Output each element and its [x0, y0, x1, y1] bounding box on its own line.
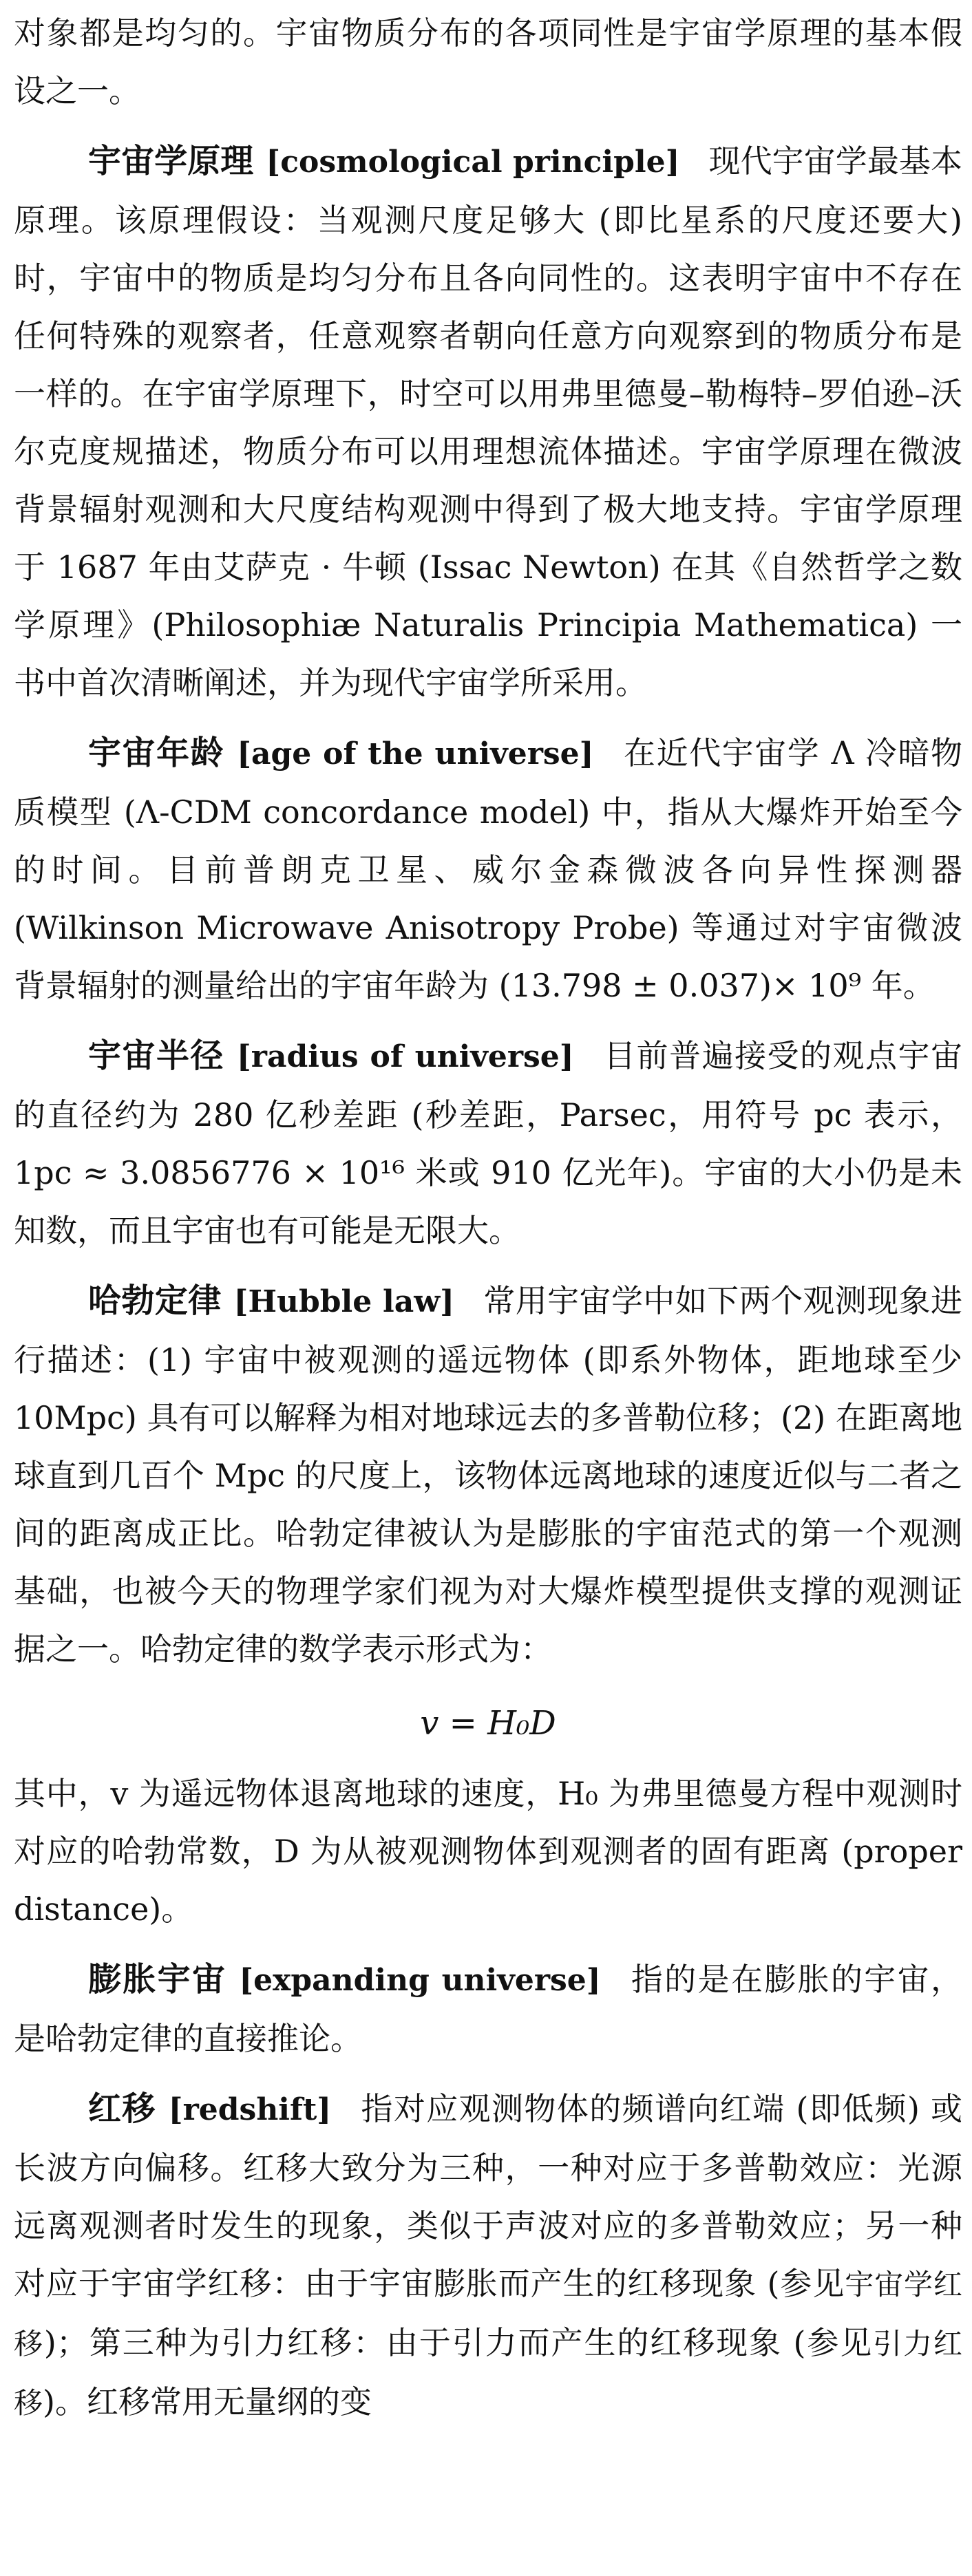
entry-term: 红移 [88, 2089, 156, 2128]
entry-body: )；第三种为引力红移：由于引力而产生的红移现象 (参见 [43, 2324, 874, 2361]
entry-term: 宇宙学原理 [88, 142, 254, 180]
entry-english-term: [redshift] [168, 2092, 332, 2127]
entry-term: 哈勃定律 [88, 1281, 222, 1320]
entry-english-term: [radius of universe] [236, 1039, 574, 1074]
entry-age-of-universe [14, 724, 962, 1014]
entry-english-term: [Hubble law] [233, 1284, 454, 1319]
hubble-law-formula-explanation: 其中，v 为遥远物体退离地球的速度，H₀ 为弗里德曼方程中观测时对应的哈勃常数，D 为从被观测物体到观测者的固有距离 (proper distance)。 [14, 1775, 962, 1928]
hubble-law-formula: v = H₀D [420, 1704, 556, 1743]
entry-term: 宇宙年龄 [88, 734, 225, 772]
entry-expanding-universe [14, 1950, 962, 2067]
entry-cosmological-principle [14, 132, 962, 712]
entry-redshift [14, 2080, 962, 2432]
entry-body: 目前普遍接受的观点宇宙的直径约为 280 亿秒差距 (秒差距，Parsec，用符号 pc 表示，1pc ≈ 3.0856776 × 10¹⁶ 米或 910 亿光年)。宇宙的大小仍是未知数，而且宇宙也有可能是无限大。 [14, 1037, 962, 1249]
entry-body: 现代宇宙学最基本原理。该原理假设：当观测尺度足够大 (即比星系的尺度还要大) 时，宇宙中的物质是均匀分布且各向同性的。这表明宇宙中不存在任何特殊的观察者，任意观察者朝向任意方向观察到的物质分布是一样的。在宇宙学原理下，时空可以用弗里德曼–勒梅特–罗伯逊–沃尔克度规描述，物质分布可以用理想流体描述。宇宙学原理在微波背景辐射观测和大尺度结构观测中得到了极大地支持。宇宙学原理于 1687 年由艾萨克 · 牛顿 (Issac Newton) 在其《自然哲学之数学原理》(Philosophiæ Naturalis Principia Mathematica) 一书中首次清晰阐述，并为现代宇宙学所采用。 [14, 142, 963, 701]
entry-body: 指对应观测物体的频谱向红端 (即低频) 或长波方向偏移。红移大致分为三种，一种对应于多普勒效应：光源远离观测者时发生的现象，类似于声波对应的多普勒效应；另一种对应于宇宙学红移：由于宇宙膨胀而产生的红移现象 (参见 [14, 2090, 962, 2302]
entry-body: )。红移常用无量纲的变 [43, 2383, 372, 2420]
entry-english-term: [expanding universe] [239, 1963, 601, 1998]
entry-body: 常用宇宙学中如下两个观测现象进行描述：(1) 宇宙中被观测的遥远物体 (即系外物体，距地球至少 10Mpc) 具有可以解释为相对地球远去的多普勒位移；(2) 在距离地球直到几百个 Mpc 的尺度上，该物体远离地球的速度近似与二者之间的距离成正比。哈勃定律被认为是膨胀的宇宙范式的第一个观测基础，也被今天的物理学家们视为对大爆炸模型提供支撑的观测证据之一。哈勃定律的数学表示形式为： [14, 1282, 962, 1668]
entry-body: 在近代宇宙学 Λ 冷暗物质模型 (Λ-CDM concordance model) 中，指从大爆炸开始至今的时间。目前普朗克卫星、威尔金森微波各向异性探测器 (Wilkinson Microwave Anisotropy Probe) 等通过对宇宙微波背景辐射的测量给出的宇宙年龄为 (13.798 ± 0.037)× 10⁹ 年。 [14, 734, 962, 1004]
cross-reference-gravitational-redshift: 引力红移 [14, 2327, 962, 2420]
entry-hubble-law [14, 1272, 962, 1678]
intro-paragraph: 对象都是均匀的。宇宙物质分布的各项同性是宇宙学原理的基本假设之一。 [14, 14, 962, 109]
entry-english-term: [cosmological principle] [266, 145, 680, 180]
entry-term: 宇宙半径 [88, 1036, 224, 1075]
entry-radius-of-universe [14, 1027, 962, 1259]
entry-term: 膨胀宇宙 [88, 1960, 227, 1999]
cross-reference-cosmological-redshift: 宇宙学红移 [14, 2268, 962, 2361]
entry-english-term: [age of the universe] [237, 736, 594, 771]
entry-body: 指的是在膨胀的宇宙，是哈勃定律的直接推论。 [14, 1961, 962, 2057]
